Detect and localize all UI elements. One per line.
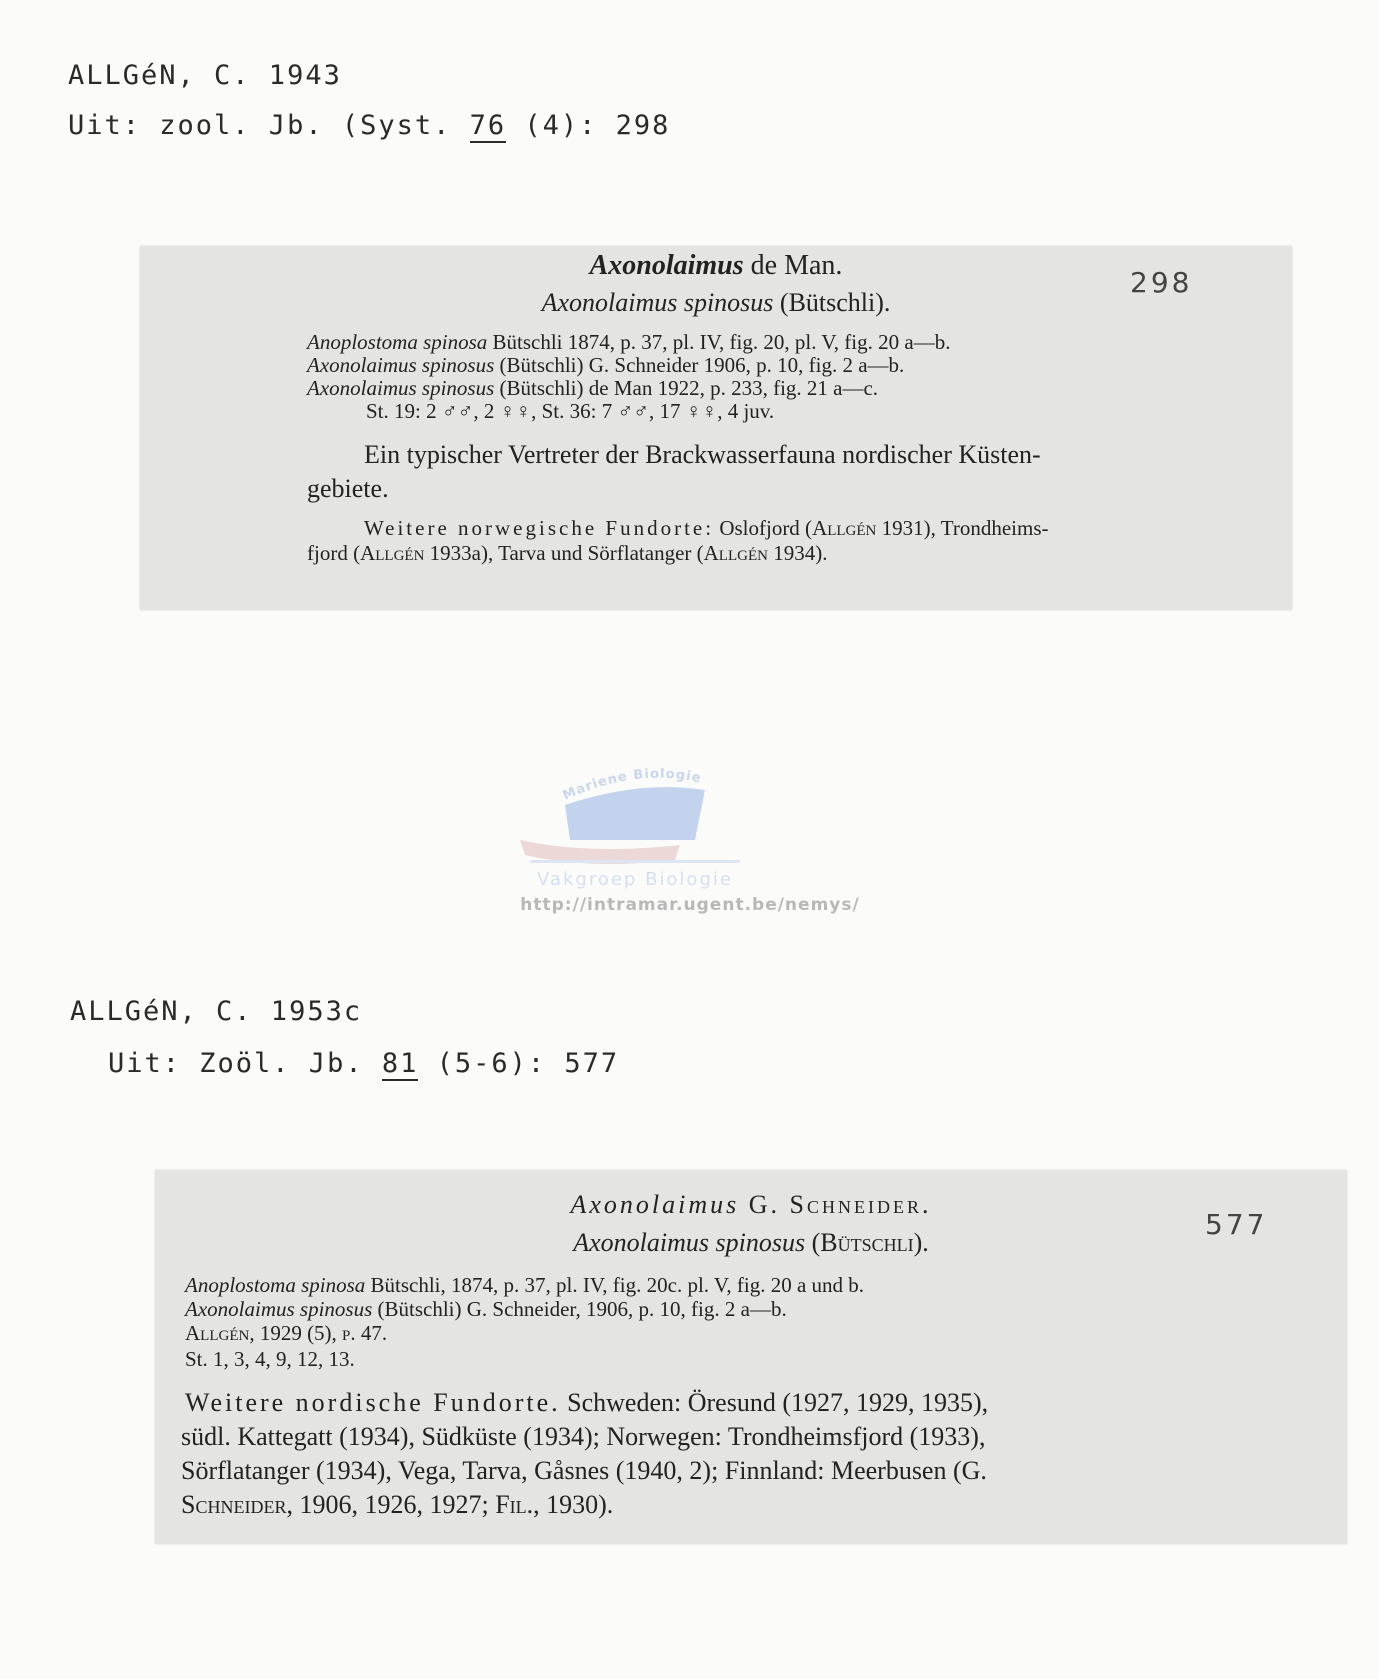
clip2-genus-author: G. Schneider. xyxy=(739,1190,932,1219)
clip1-genus-heading xyxy=(140,250,1292,282)
watermark-logo-icon xyxy=(500,760,880,895)
clip2-genus-heading xyxy=(155,1190,1347,1220)
ref1-volume: 76 xyxy=(469,110,507,141)
ref1-source xyxy=(68,110,670,141)
clip1-genus-author: de Man. xyxy=(743,250,843,281)
clipping-1 xyxy=(140,246,1292,610)
clip1-synonym-2: Axonolaimus spinosus (Bütschli) G. Schneider 1906, p. 10, fig. 2 a—b. xyxy=(307,353,905,377)
watermark-group-text: Vakgroep Biologie xyxy=(537,869,733,890)
watermark xyxy=(500,760,880,920)
clip1-synonym-1: Anoplostoma spinosa Bütschli 1874, p. 37, pl. IV, fig. 20, pl. V, fig. 20 a—b. xyxy=(307,330,951,354)
clip1-para1-line1: Ein typischer Vertreter der Brackwasserfauna nordischer Küsten- xyxy=(364,440,1041,469)
clip2-species: Axonolaimus spinosus xyxy=(573,1228,806,1257)
clip1-synonym-3: Axonolaimus spinosus (Bütschli) de Man 1922, p. 233, fig. 21 a—c. xyxy=(307,376,879,400)
clip1-para1-line2: gebiete. xyxy=(307,474,389,503)
clip2-synonym-2: Axonolaimus spinosus (Bütschli) G. Schneider, 1906, p. 10, fig. 2 a—b. xyxy=(185,1297,787,1321)
clip2-para-line2: südl. Kattegatt (1934), Südküste (1934); Norwegen: Trondheimsfjord (1933), xyxy=(181,1422,986,1451)
clip2-synonym-1: Anoplostoma spinosa Bütschli, 1874, p. 37, pl. IV, fig. 20c. pl. V, fig. 20 a und b. xyxy=(185,1273,865,1297)
clip1-page-number: 298 xyxy=(1130,266,1193,299)
clip1-species-heading xyxy=(140,288,1292,318)
clip2-genus: Axonolaimus xyxy=(570,1190,740,1219)
clip2-species-author: (Bütschli). xyxy=(805,1228,929,1257)
ref1-author-year: ALLGéN, C. 1943 xyxy=(68,60,342,91)
clip2-synonym-3: Allgén, 1929 (5), p. 47. xyxy=(185,1321,388,1345)
clip2-para-line1: Weitere nordische Fundorte. Schweden: Öresund (1927, 1929, 1935), xyxy=(185,1388,989,1417)
clipping-2 xyxy=(155,1170,1347,1544)
clip2-page-number: 577 xyxy=(1205,1208,1268,1241)
clip2-stations: St. 1, 3, 4, 9, 12, 13. xyxy=(185,1347,355,1371)
ref2-volume: 81 xyxy=(381,1048,419,1079)
clip2-para-line3: Sörflatanger (1934), Vega, Tarva, Gåsnes (1940, 2); Finnland: Meerbusen (G. xyxy=(181,1456,987,1485)
clip2-para-line4: Schneider, 1906, 1926, 1927; Fil., 1930). xyxy=(181,1490,614,1519)
clip1-species: Axonolaimus spinosus xyxy=(541,288,774,317)
clip2-species-heading xyxy=(155,1228,1347,1258)
clip1-para2-line2: fjord (Allgén 1933a), Tarva und Sörflatanger (Allgén 1934). xyxy=(307,541,828,565)
ref2-source-suffix: (5-6): 577 xyxy=(418,1048,620,1079)
ref2-source-prefix: Uit: Zoöl. Jb. xyxy=(108,1048,382,1079)
clip1-species-author: (Bütschli). xyxy=(773,288,891,317)
ref1-source-prefix: Uit: zool. Jb. (Syst. xyxy=(68,110,470,141)
watermark-url: http://intramar.ugent.be/nemys/ xyxy=(520,895,860,915)
svg-text:Mariene Biologie: Mariene Biologie xyxy=(560,766,703,804)
clip1-genus: Axonolaimus xyxy=(589,250,744,281)
ref2-source xyxy=(108,1048,619,1079)
ref2-author-year: ALLGéN, C. 1953c xyxy=(70,996,363,1027)
clip1-stations: St. 19: 2 ♂♂, 2 ♀♀, St. 36: 7 ♂♂, 17 ♀♀, 4 juv. xyxy=(366,399,775,423)
ref1-source-suffix: (4): 298 xyxy=(506,110,671,141)
clip1-para2-line1: Weitere norwegische Fundorte: Oslofjord (Allgén 1931), Trondheims- xyxy=(364,516,1049,540)
